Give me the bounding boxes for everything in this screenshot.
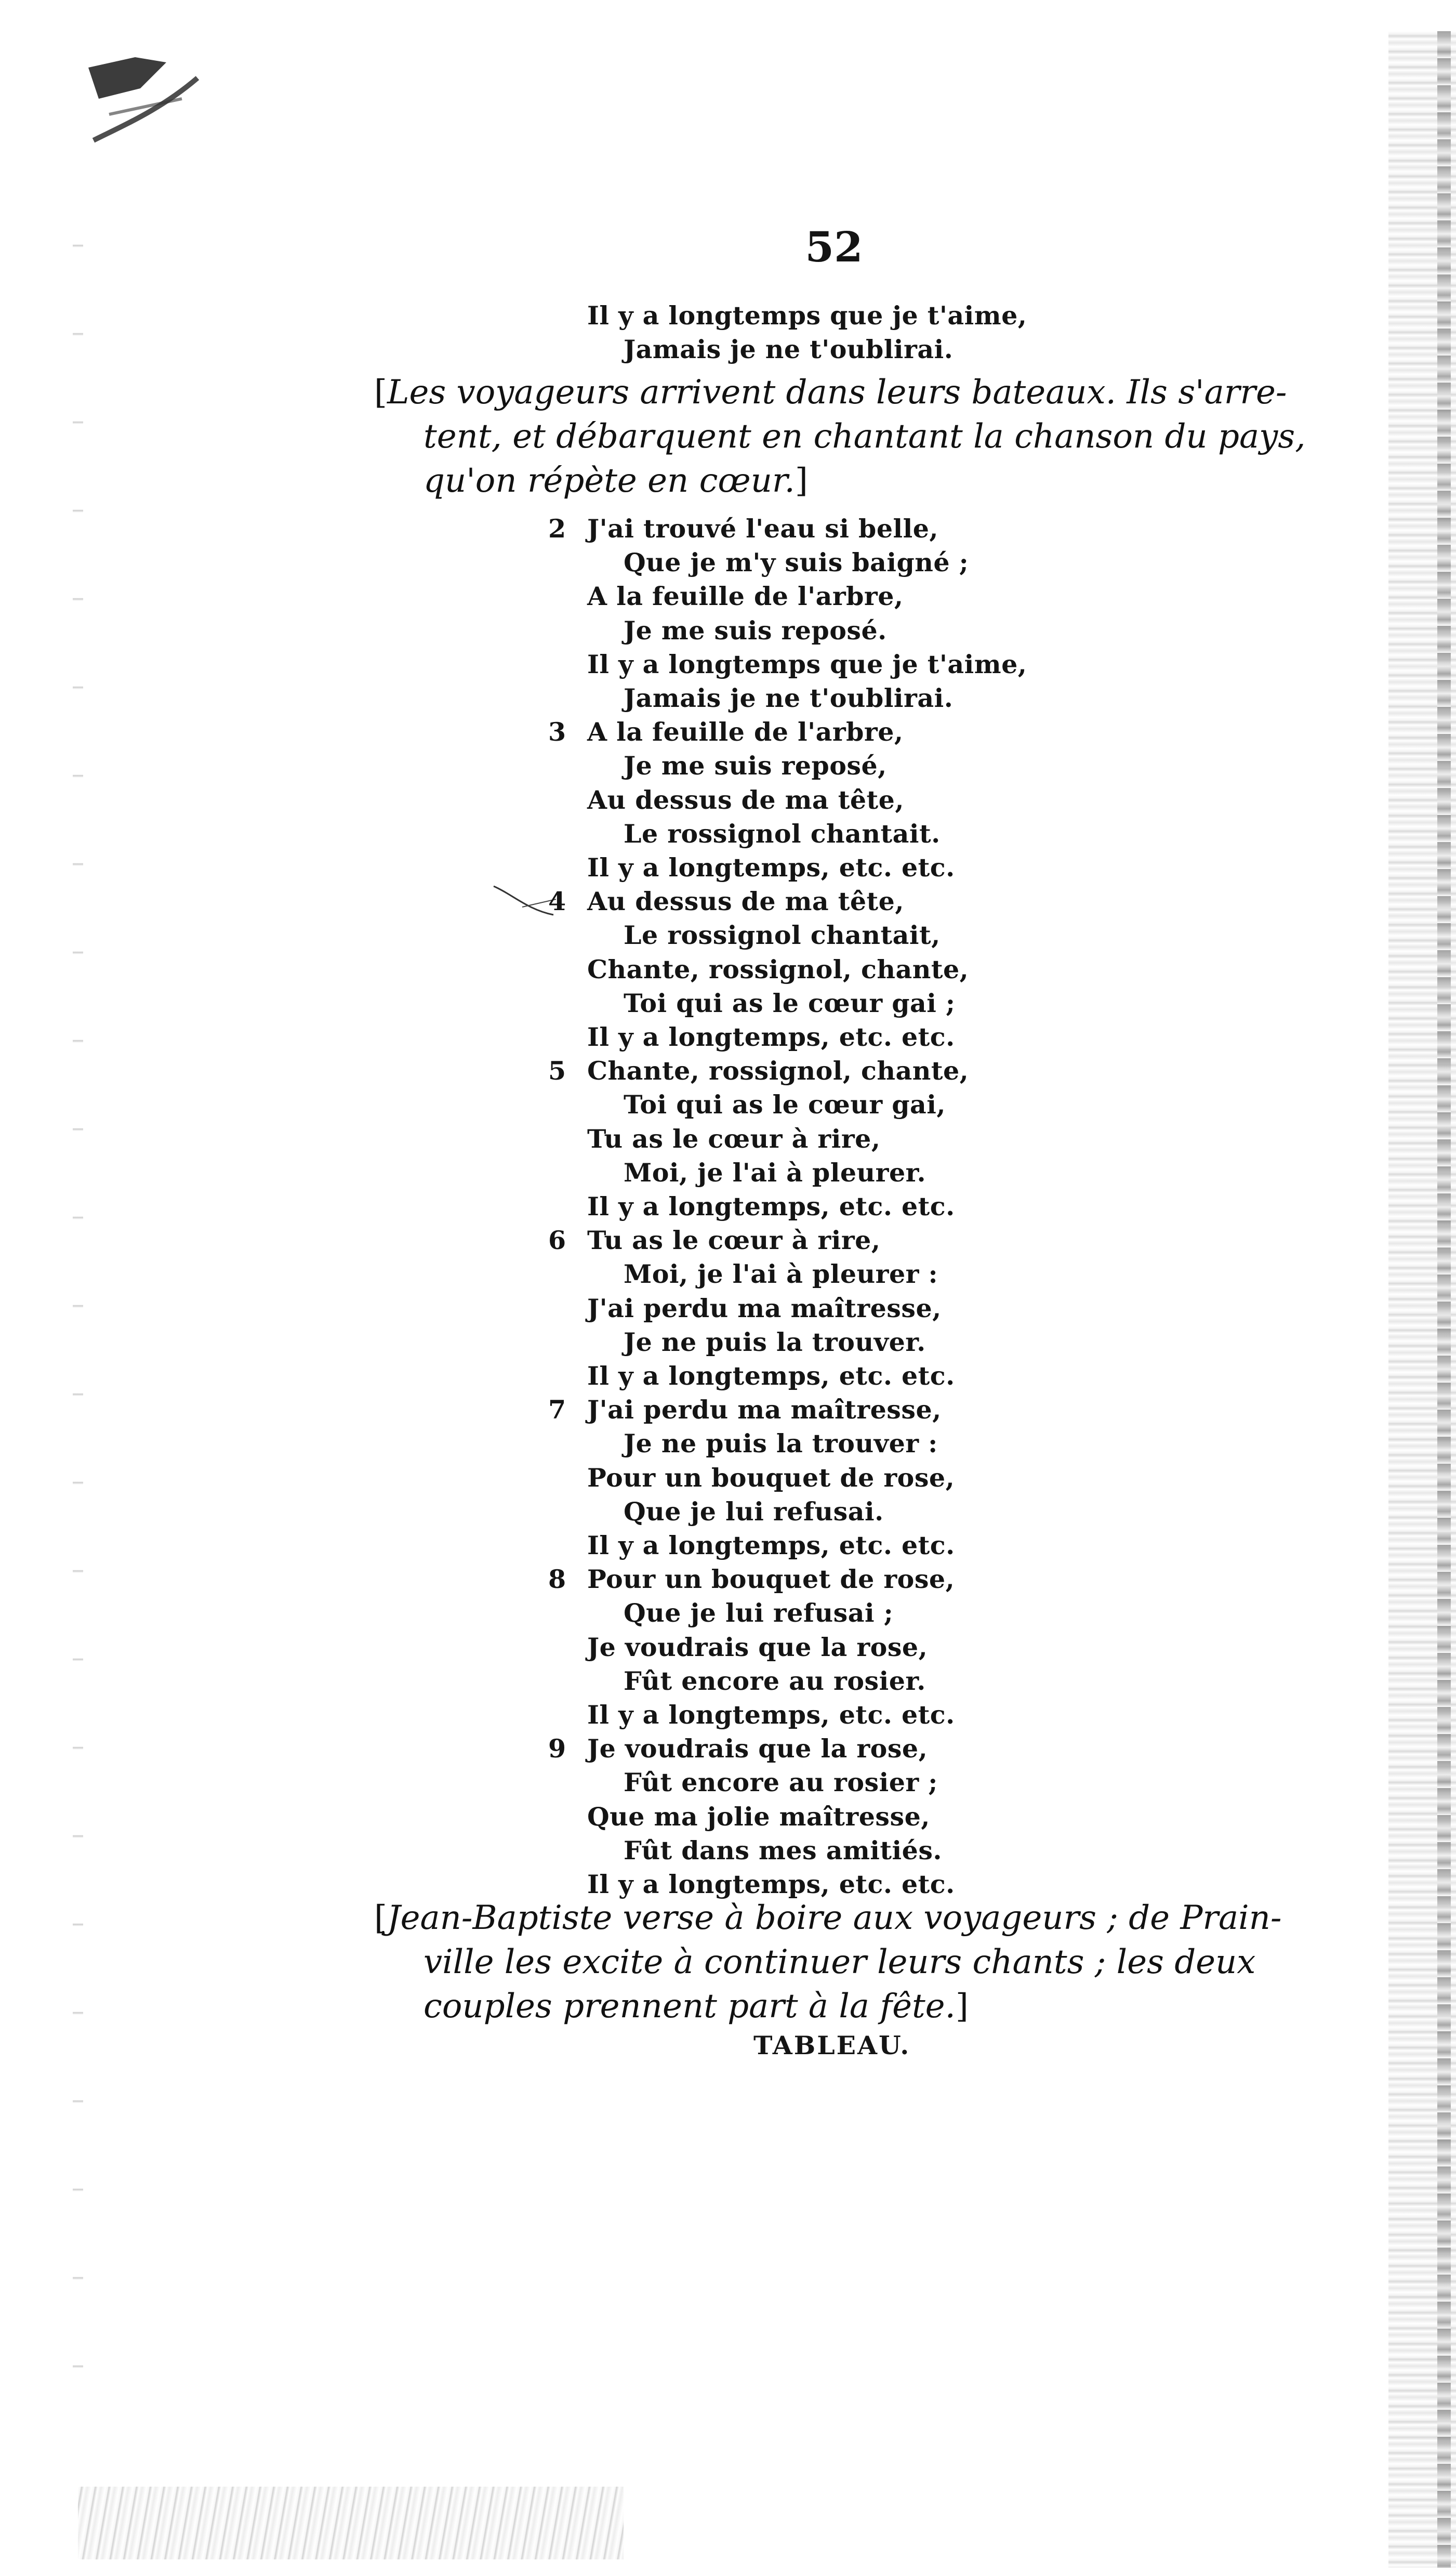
stage-direction-2-line-1	[374, 1897, 1281, 1939]
stage-direction-1-text-1: Les voyageurs arrivent dans leurs bateaux. Ils s'arre-	[387, 373, 1287, 412]
opening-line-2: Jamais je ne t'oublirai.	[624, 334, 954, 364]
refrain-line: Il y a longtemps, etc. etc.	[587, 1361, 955, 1391]
close-bracket: ]	[955, 1987, 969, 2026]
verse-line: Au dessus de ma tête,	[587, 785, 904, 815]
page-number: 52	[805, 222, 863, 271]
verse-line: Moi, je l'ai à pleurer.	[624, 1158, 926, 1188]
verse-line: Je ne puis la trouver.	[624, 1327, 926, 1357]
verse-line: Tu as le cœur à rire,	[587, 1225, 881, 1255]
verse-line: Tu as le cœur à rire,	[587, 1124, 881, 1154]
verse-line: Que je lui refusai.	[624, 1496, 884, 1527]
opening-line-1: Il y a longtemps que je t'aime,	[587, 300, 1027, 331]
open-bracket: [	[374, 1899, 387, 1937]
verse-line: Que ma jolie maîtresse,	[587, 1802, 930, 1832]
verse-number: 3	[548, 717, 566, 747]
stage-direction-1-line-1	[374, 372, 1287, 413]
verse-line: Que je m'y suis baigné ;	[624, 547, 969, 577]
verse-line: J'ai perdu ma maîtresse,	[587, 1395, 942, 1425]
verse-line: Chante, rossignol, chante,	[587, 1056, 969, 1086]
verse-line: Je voudrais que la rose,	[587, 1632, 928, 1662]
verse-line: Je ne puis la trouver :	[624, 1428, 938, 1459]
stage-direction-2-line-2: ville les excite à continuer leurs chants ; les deux	[423, 1943, 1256, 1981]
verse-line: Pour un bouquet de rose,	[587, 1463, 955, 1493]
refrain-line: Il y a longtemps que je t'aime,	[587, 649, 1027, 679]
verse-number: 2	[548, 514, 566, 544]
tableau-heading: TABLEAU.	[753, 2030, 911, 2060]
verse-line: Fût encore au rosier ;	[624, 1767, 938, 1797]
open-bracket: [	[374, 373, 387, 412]
verse-line: Toi qui as le cœur gai,	[624, 1089, 946, 1120]
verse-line: Toi qui as le cœur gai ;	[624, 988, 956, 1018]
refrain-line: Il y a longtemps, etc. etc.	[587, 1700, 955, 1730]
verse-number: 6	[548, 1225, 566, 1255]
stage-direction-1-text-3: qu'on répète en cœur.	[423, 462, 795, 500]
verse-line: Fût encore au rosier.	[624, 1666, 926, 1696]
verse-line: Fût dans mes amitiés.	[624, 1835, 942, 1865]
verse-line: A la feuille de l'arbre,	[587, 581, 904, 611]
verse-line: J'ai perdu ma maîtresse,	[587, 1293, 942, 1323]
verse-line: Pour un bouquet de rose,	[587, 1564, 955, 1594]
stage-direction-2-line-3	[423, 1986, 969, 2027]
verse-line: A la feuille de l'arbre,	[587, 717, 904, 747]
refrain-line: Il y a longtemps, etc. etc.	[587, 1022, 955, 1052]
refrain-line: Il y a longtemps, etc. etc.	[587, 1191, 955, 1221]
stage-direction-2-text-3: couples prennent part à la fête.	[423, 1987, 956, 2026]
verse-line: J'ai trouvé l'eau si belle,	[587, 514, 938, 544]
verse-line: Que je lui refusai ;	[624, 1598, 894, 1628]
close-bracket: ]	[795, 462, 808, 500]
verse-line: Moi, je l'ai à pleurer :	[624, 1259, 938, 1289]
verse-number: 9	[548, 1733, 566, 1764]
refrain-line: Il y a longtemps, etc. etc.	[587, 852, 955, 883]
verse-line: Chante, rossignol, chante,	[587, 954, 969, 984]
verse-number: 8	[548, 1564, 566, 1594]
verse-number: 5	[548, 1056, 566, 1086]
verse-line: Je me suis reposé,	[624, 751, 887, 781]
verse-number: 7	[548, 1395, 566, 1425]
verse-number: 4	[548, 886, 566, 916]
verse-line: Au dessus de ma tête,	[587, 886, 904, 916]
verse-line: Le rossignol chantait,	[624, 920, 941, 950]
refrain-line: Il y a longtemps, etc. etc.	[587, 1869, 955, 1899]
verse-line: Le rossignol chantait.	[624, 819, 941, 849]
refrain-line: Il y a longtemps, etc. etc.	[587, 1530, 955, 1560]
verse-line: Je me suis reposé.	[624, 615, 887, 646]
stage-direction-2-text-1: Jean-Baptiste verse à boire aux voyageurs ; de Prain-	[387, 1899, 1282, 1937]
verse-line: Je voudrais que la rose,	[587, 1733, 928, 1764]
stage-direction-1-line-2: tent, et débarquent en chantant la chanson du pays,	[423, 417, 1306, 456]
stage-direction-1-line-3	[423, 460, 808, 502]
verse-line: Jamais je ne t'oublirai.	[624, 683, 954, 713]
